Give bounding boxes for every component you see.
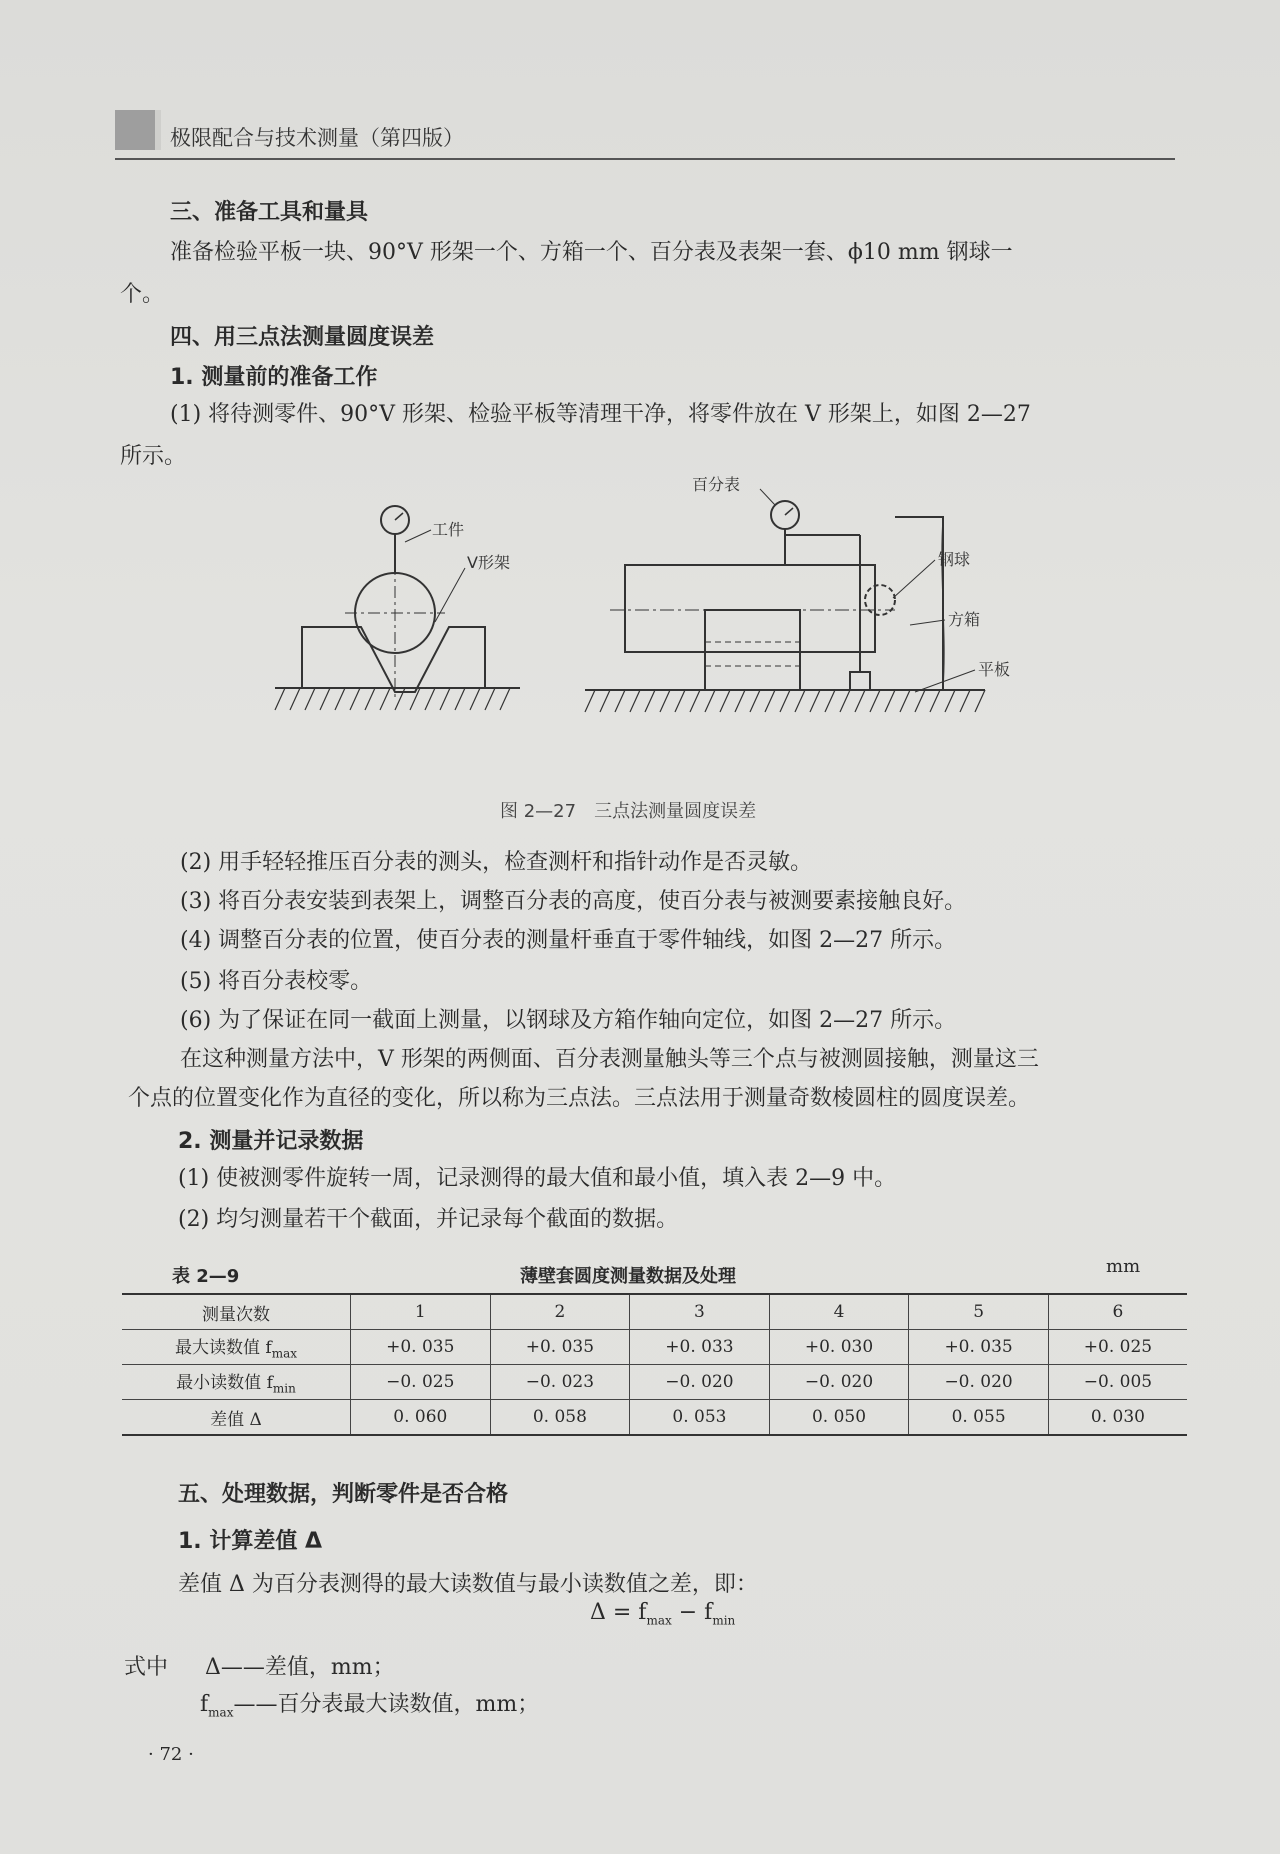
table-row-max: [122, 1330, 1187, 1365]
vblock-outline: [302, 627, 485, 692]
sub2-step1: (1) 使被测零件旋转一周，记录测得的最大值和最小值，填入表 2—9 中。: [178, 1166, 897, 1191]
step-3: (3) 将百分表安装到表架上，调整百分表的高度，使百分表与被测要素接触良好。: [180, 889, 967, 914]
diff-cell: 0. 060: [351, 1400, 491, 1436]
label-workpiece: 工件: [432, 520, 465, 539]
section5-heading: 五、处理数据，判断零件是否合格: [178, 1482, 509, 1507]
step1-line1: (1) 将待测零件、90°V 形架、检验平板等清理干净，将零件放在 V 形架上，如图 2—27: [170, 402, 1031, 427]
row-label-diff: 差值 Δ: [122, 1400, 351, 1436]
label-vblock: V形架: [467, 553, 510, 572]
step-5: (5) 将百分表校零。: [180, 969, 373, 994]
paragraph-line2: 个点的位置变化作为直径的变化，所以称为三点法。三点法用于测量奇数棱圆柱的圆度误差。: [128, 1086, 1031, 1111]
paragraph-line1: 在这种测量方法中，V 形架的两侧面、百分表测量触头等三个点与被测圆接触，测量这三: [180, 1047, 1039, 1072]
section3-line1: 准备检验平板一块、90°V 形架一个、方箱一个、百分表及表架一套、ϕ10 mm 钢球一: [170, 240, 1013, 265]
table-header-row: [122, 1294, 1187, 1330]
box-outline: [895, 517, 943, 690]
section3-heading: 三、准备工具和量具: [170, 200, 369, 225]
header-mark-icon: [115, 110, 161, 150]
step1-line2: 所示。: [120, 444, 187, 469]
min-cell: −0. 005: [1048, 1365, 1187, 1400]
min-cell: −0. 023: [490, 1365, 630, 1400]
max-cell: +0. 035: [490, 1330, 630, 1365]
section4-heading: 四、用三点法测量圆度误差: [170, 325, 435, 350]
step-2: (2) 用手轻轻推压百分表的测头，检查测杆和指针动作是否灵敏。: [180, 850, 813, 875]
header-cell: 2: [490, 1294, 630, 1330]
label-box: 方箱: [948, 610, 981, 629]
roundness-data-table: [122, 1293, 1187, 1436]
header-cell: 6: [1048, 1294, 1187, 1330]
table-row-min: [122, 1365, 1187, 1400]
row-label-max: 最大读数值 $f_{max}$: [122, 1330, 351, 1365]
running-header: [115, 110, 1175, 160]
definition-delta: Δ——差值，mm；: [205, 1655, 395, 1680]
min-cell: −0. 020: [769, 1365, 909, 1400]
section5-text: 差值 Δ 为百分表测得的最大读数值与最小读数值之差，即：: [178, 1572, 758, 1597]
min-cell: −0. 020: [909, 1365, 1049, 1400]
sub2-heading: 2. 测量并记录数据: [178, 1129, 364, 1154]
header-cell: 5: [909, 1294, 1049, 1330]
step-6: (6) 为了保证在同一截面上测量，以钢球及方箱作轴向定位，如图 2—27 所示。: [180, 1008, 957, 1033]
where-label: 式中: [124, 1655, 169, 1680]
table-number: 表 2—9: [172, 1266, 240, 1287]
diff-cell: 0. 055: [909, 1400, 1049, 1436]
section4-subheading: 1. 测量前的准备工作: [170, 365, 378, 390]
table-title: 薄壁套圆度测量数据及处理: [520, 1266, 736, 1287]
max-cell: +0. 030: [769, 1330, 909, 1365]
max-cell: +0. 035: [351, 1330, 491, 1365]
max-cell: +0. 033: [630, 1330, 770, 1365]
max-cell: +0. 035: [909, 1330, 1049, 1365]
figure-caption: 图 2—27 三点法测量圆度误差: [500, 801, 757, 822]
table-unit: mm: [1106, 1256, 1141, 1277]
workpiece-block: [625, 565, 875, 652]
definition-fmax: $f_{max}——$百分表最大读数值，mm；: [200, 1692, 540, 1720]
diff-cell: 0. 050: [769, 1400, 909, 1436]
header-title: 极限配合与技术测量（第四版）: [170, 126, 464, 150]
figure-three-point-method: [255, 470, 1015, 830]
section5-subheading: 1. 计算差值 Δ: [178, 1529, 323, 1554]
label-steel-ball: 钢球: [938, 550, 971, 569]
max-cell: +0. 025: [1048, 1330, 1187, 1365]
diff-cell: 0. 030: [1048, 1400, 1187, 1436]
page-number: · 72 ·: [148, 1744, 194, 1765]
min-cell: −0. 020: [630, 1365, 770, 1400]
diff-cell: 0. 053: [630, 1400, 770, 1436]
label-plate: 平板: [978, 660, 1011, 679]
step-4: (4) 调整百分表的位置，使百分表的测量杆垂直于零件轴线，如图 2—27 所示。: [180, 928, 957, 953]
diff-cell: 0. 058: [490, 1400, 630, 1436]
section3-line2: 个。: [120, 282, 165, 307]
difference-formula: $\Delta = f_{max} - f_{min}$: [590, 1600, 736, 1628]
min-cell: −0. 025: [351, 1365, 491, 1400]
header-cell: 测量次数: [122, 1294, 351, 1330]
header-cell: 1: [351, 1294, 491, 1330]
row-label-min: 最小读数值 $f_{min}$: [122, 1365, 351, 1400]
table-row-diff: [122, 1400, 1187, 1436]
header-cell: 4: [769, 1294, 909, 1330]
sub2-step2: (2) 均匀测量若干个截面，并记录每个截面的数据。: [178, 1207, 679, 1232]
header-cell: 3: [630, 1294, 770, 1330]
label-dial-indicator: 百分表: [692, 475, 741, 494]
